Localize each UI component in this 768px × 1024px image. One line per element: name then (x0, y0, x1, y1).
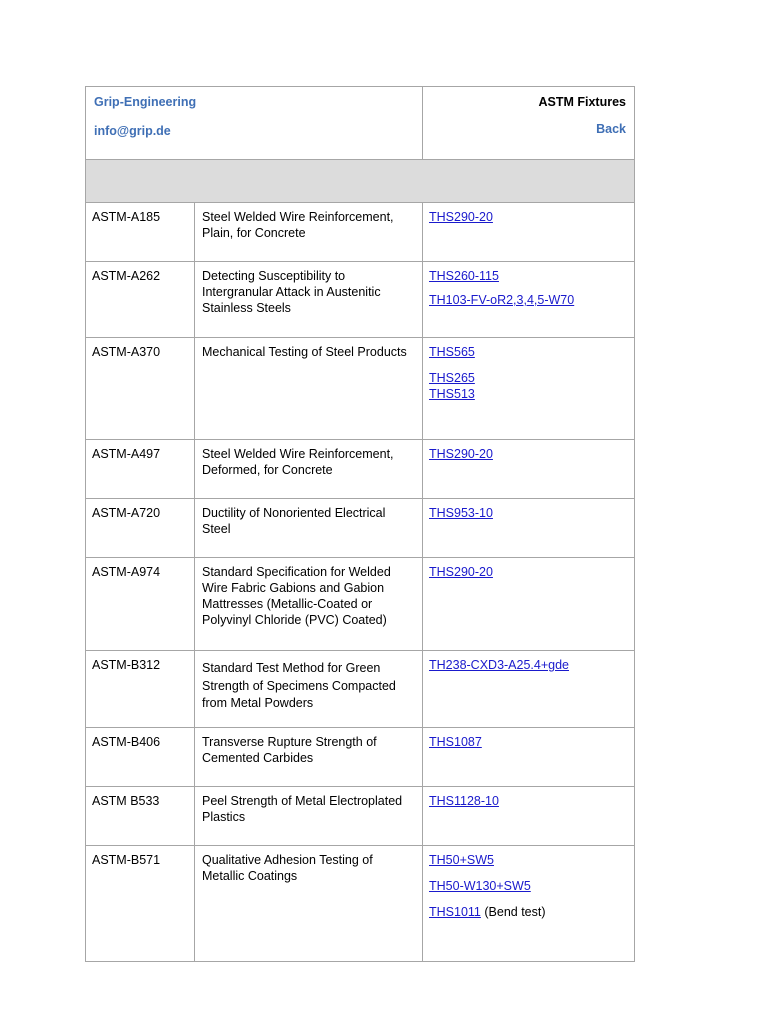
standard-code: ASTM-B406 (92, 735, 161, 749)
description-cell (195, 651, 423, 728)
fixture-line (429, 386, 627, 402)
standard-code: ASTM-A185 (92, 210, 161, 224)
header-right-cell (423, 87, 635, 160)
table-row (86, 651, 635, 728)
table-row (86, 846, 635, 962)
description-cell (195, 728, 423, 787)
standard-code: ASTM-A262 (92, 269, 161, 283)
fixture-link[interactable]: TH238-CXD3-A25.4+gde (429, 658, 570, 672)
fixture-link[interactable]: THS290-20 (429, 447, 493, 461)
description-cell (195, 440, 423, 499)
standard-description: Standard Test Method for Green Strength of Specimens Compacted from Metal Powders (202, 661, 396, 710)
standard-code: ASTM B533 (92, 794, 160, 808)
fixtures-table (85, 86, 635, 962)
fixtures-cell (423, 728, 635, 787)
description-cell (195, 338, 423, 440)
fixture-link[interactable]: THS513 (429, 387, 475, 401)
gray-band (86, 160, 635, 203)
fixtures-cell (423, 558, 635, 651)
fixture-line (429, 734, 627, 750)
fixtures-cell (423, 262, 635, 338)
fixture-link[interactable]: TH103-FV-oR2,3,4,5-W70 (429, 293, 575, 307)
company-name: Grip-Engineering (94, 95, 197, 109)
fixture-note: (Bend test) (484, 905, 546, 919)
standard-description: Transverse Rupture Strength of Cemented Carbides (202, 735, 377, 765)
fixture-line (429, 268, 627, 284)
fixture-line (429, 505, 627, 521)
fixtures-cell (423, 338, 635, 440)
email-link[interactable]: info@grip.de (94, 124, 171, 138)
table-row (86, 558, 635, 651)
fixtures-cell (423, 499, 635, 558)
description-cell (195, 787, 423, 846)
fixture-link[interactable]: THS1087 (429, 735, 482, 749)
description-cell (195, 846, 423, 962)
fixtures-cell (423, 846, 635, 962)
fixture-line (429, 657, 627, 673)
standard-description: Qualitative Adhesion Testing of Metallic Coatings (202, 853, 373, 883)
standard-code-cell (86, 728, 195, 787)
table-row (86, 203, 635, 262)
standard-code: ASTM-A974 (92, 565, 161, 579)
fixture-link[interactable]: TH50+SW5 (429, 853, 494, 867)
fixture-line (429, 793, 627, 809)
header-row (86, 87, 635, 160)
fixture-link[interactable]: THS1128-10 (429, 794, 499, 808)
fixture-line (429, 370, 627, 386)
standard-code-cell (86, 440, 195, 499)
standard-code-cell (86, 558, 195, 651)
standard-description: Mechanical Testing of Steel Products (202, 345, 407, 359)
fixture-line (429, 904, 627, 920)
header-left-cell (86, 87, 423, 160)
standard-code: ASTM-A370 (92, 345, 161, 359)
description-cell (195, 262, 423, 338)
fixture-line (429, 446, 627, 462)
description-cell (195, 203, 423, 262)
page-title: ASTM Fixtures (538, 95, 626, 109)
fixture-line (429, 852, 627, 868)
fixture-line (429, 564, 627, 580)
fixture-line (429, 878, 627, 894)
standard-code-cell (86, 651, 195, 728)
back-link[interactable]: Back (596, 122, 626, 136)
standard-code-cell (86, 338, 195, 440)
fixture-link[interactable]: THS290-20 (429, 210, 493, 224)
standard-code: ASTM-B312 (92, 658, 161, 672)
standard-code-cell (86, 499, 195, 558)
fixture-link[interactable]: THS290-20 (429, 565, 493, 579)
fixture-link[interactable]: THS260-115 (429, 269, 499, 283)
fixture-link[interactable]: TH50-W130+SW5 (429, 879, 531, 893)
standard-code: ASTM-B571 (92, 853, 161, 867)
standard-description: Peel Strength of Metal Electroplated Plastics (202, 794, 403, 824)
standard-description: Detecting Susceptibility to Intergranular Attack in Austenitic Stainless Steels (202, 269, 381, 315)
table-row (86, 440, 635, 499)
table-row (86, 338, 635, 440)
fixture-line (429, 292, 627, 308)
standard-code-cell (86, 203, 195, 262)
fixture-link[interactable]: THS565 (429, 345, 475, 359)
fixtures-cell (423, 203, 635, 262)
table-row (86, 728, 635, 787)
standard-code-cell (86, 846, 195, 962)
fixture-link[interactable]: THS1011 (429, 905, 481, 919)
table-row (86, 499, 635, 558)
fixtures-cell (423, 651, 635, 728)
standard-description: Steel Welded Wire Reinforcement, Plain, for Concrete (202, 210, 394, 240)
fixture-link[interactable]: THS953-10 (429, 506, 493, 520)
standard-code: ASTM-A720 (92, 506, 161, 520)
standard-description: Steel Welded Wire Reinforcement, Deformed, for Concrete (202, 447, 394, 477)
table-body (86, 87, 635, 962)
standard-code-cell (86, 262, 195, 338)
description-cell (195, 558, 423, 651)
gray-band-row (86, 160, 635, 203)
fixture-line (429, 209, 627, 225)
standard-description: Standard Specification for Welded Wire Fabric Gabions and Gabion Mattresses (Metallic-Coated or Polyvinyl Chloride (PVC) Coated) (202, 565, 391, 627)
description-cell (195, 499, 423, 558)
standard-code-cell (86, 787, 195, 846)
fixture-line (429, 344, 627, 360)
table-row (86, 787, 635, 846)
fixtures-cell (423, 440, 635, 499)
table-row (86, 262, 635, 338)
fixture-link[interactable]: THS265 (429, 371, 475, 385)
standard-description: Ductility of Nonoriented Electrical Steel (202, 506, 386, 536)
fixtures-cell (423, 787, 635, 846)
standard-code: ASTM-A497 (92, 447, 161, 461)
